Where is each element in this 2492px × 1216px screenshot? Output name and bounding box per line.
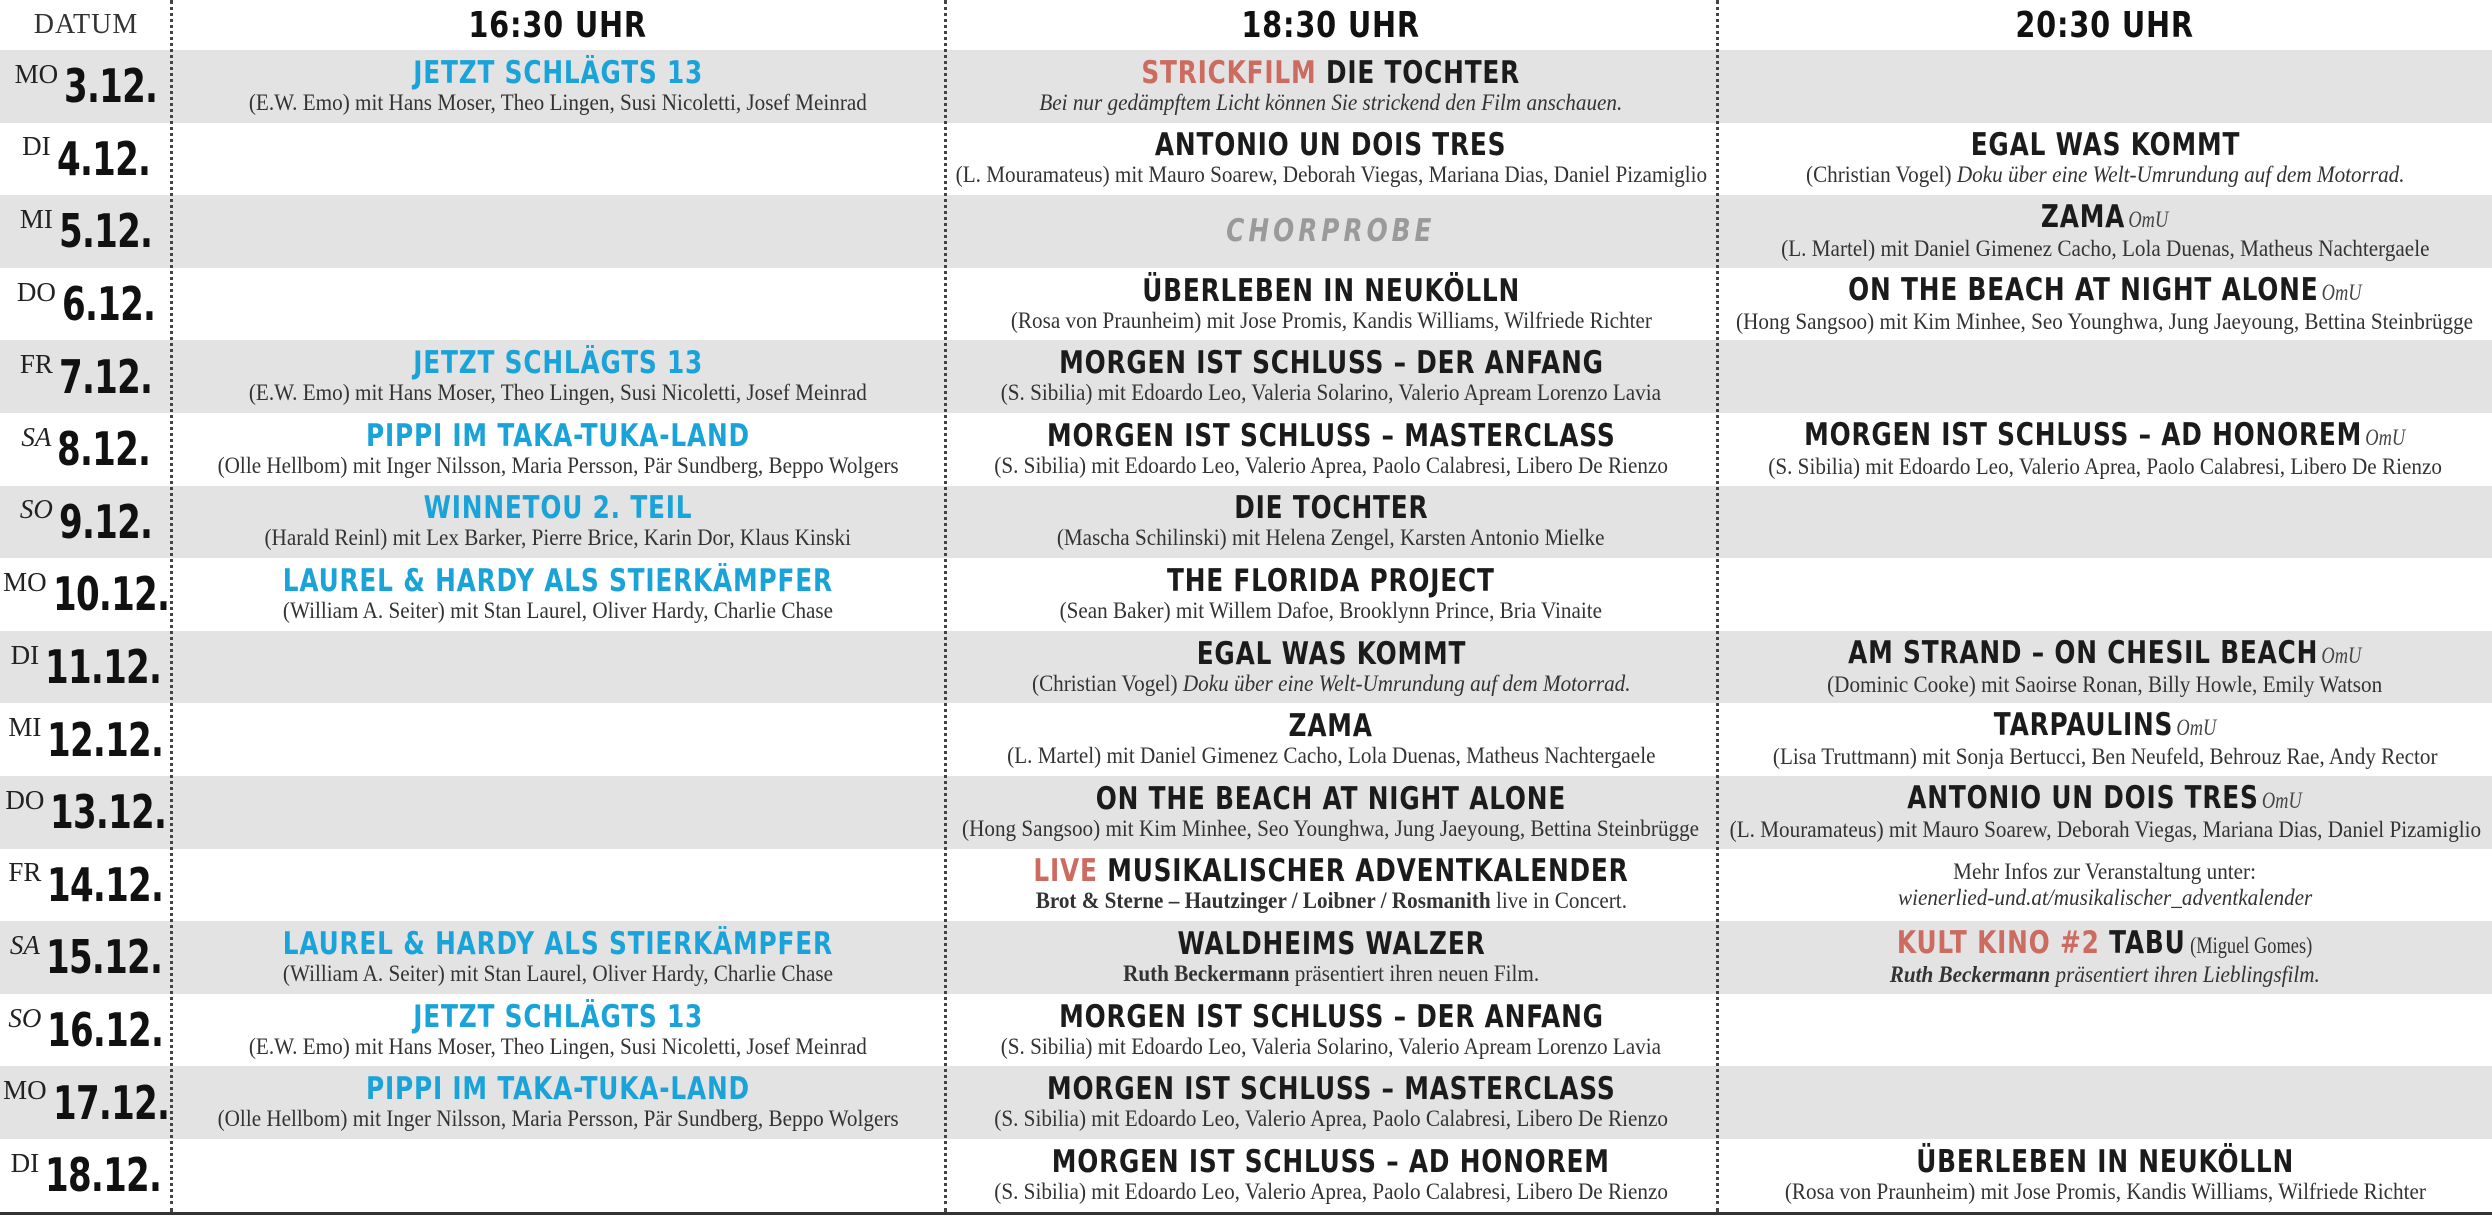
film-credits bbox=[955, 162, 1706, 188]
credits-text: (E.W. Emo) mit Hans Moser, Theo Lingen, Susi Nicoletti, Josef Meinrad bbox=[248, 1033, 867, 1059]
film-title: MORGEN IST SCHLUSS – AD HONOREM bbox=[1804, 416, 2363, 453]
film-title: WINNETOU 2. TEIL bbox=[423, 490, 693, 527]
date-number-wrap bbox=[45, 1148, 161, 1202]
header-time-label: 20:30 UHR bbox=[2015, 4, 2195, 46]
film-title-line bbox=[1142, 272, 1520, 309]
program-cell bbox=[946, 268, 1716, 341]
program-cell bbox=[172, 994, 944, 1067]
film-title: ON THE BEACH AT NIGHT ALONE bbox=[1095, 780, 1567, 817]
program-cell bbox=[1718, 558, 2492, 631]
date-cell bbox=[0, 921, 172, 994]
film-title-line bbox=[1059, 347, 1604, 380]
film-title-line bbox=[1916, 1143, 2294, 1180]
program-cell bbox=[1718, 486, 2492, 559]
film-credits bbox=[1123, 961, 1539, 987]
program-cell bbox=[172, 195, 944, 268]
program-cell bbox=[1718, 776, 2492, 849]
header-time-label: 16:30 UHR bbox=[468, 4, 648, 46]
date-number-wrap bbox=[45, 640, 161, 694]
credits-note: Bei nur gedämpftem Licht können Sie strickend den Film anschauen. bbox=[1039, 89, 1623, 115]
program-cell bbox=[1718, 413, 2492, 486]
date-cell bbox=[0, 1139, 172, 1212]
program-cell bbox=[1718, 921, 2492, 994]
program-cell bbox=[172, 268, 944, 341]
film-credits bbox=[1032, 671, 1631, 697]
date-number-wrap bbox=[57, 132, 150, 186]
film-credits bbox=[249, 380, 867, 406]
table-row bbox=[0, 123, 2492, 196]
weekday-label: DO bbox=[16, 276, 56, 307]
date-cell bbox=[0, 486, 172, 559]
info-link bbox=[1898, 885, 2312, 911]
program-cell bbox=[1718, 268, 2492, 341]
program-cell bbox=[946, 50, 1716, 123]
program-cell bbox=[172, 631, 944, 704]
weekday-label: DI bbox=[22, 131, 51, 162]
column-divider bbox=[1716, 0, 1719, 1212]
film-title: ÜBERLEBEN IN NEUKÖLLN bbox=[1142, 272, 1520, 309]
weekday-label: SO bbox=[8, 1002, 42, 1033]
program-cell bbox=[172, 486, 944, 559]
weekday-label: FR bbox=[19, 349, 53, 380]
program-cell bbox=[946, 1139, 1716, 1212]
credits-text: (E.W. Emo) mit Hans Moser, Theo Lingen, Susi Nicoletti, Josef Meinrad bbox=[248, 89, 867, 115]
program-cell bbox=[1718, 703, 2492, 776]
film-title-line bbox=[1176, 925, 1485, 962]
film-title: ON THE BEACH AT NIGHT ALONE bbox=[1848, 271, 2319, 308]
program-cell bbox=[1718, 849, 2492, 922]
program-cell bbox=[946, 631, 1716, 704]
program-cell bbox=[172, 1139, 944, 1212]
credits-text: (Hong Sangsoo) mit Kim Minhee, Seo Younghwa, Jung Jaeyoung, Bettina Steinbrügge bbox=[1736, 308, 2474, 334]
film-title: PIPPI IM TAKA-TUKA-LAND bbox=[366, 1071, 750, 1108]
film-title-line bbox=[1994, 709, 2216, 744]
table-row bbox=[0, 1066, 2492, 1139]
program-cell bbox=[172, 1066, 944, 1139]
date-cell bbox=[0, 994, 172, 1067]
film-title: LAUREL & HARDY ALS STIERKÄMPFER bbox=[282, 562, 834, 599]
program-cell bbox=[1718, 340, 2492, 413]
table-row bbox=[0, 631, 2492, 704]
program-cell bbox=[172, 703, 944, 776]
credits-text: (Mascha Schilinski) mit Helena Zengel, Karsten Antonio Mielke bbox=[1057, 525, 1605, 551]
date-number-wrap bbox=[46, 930, 162, 984]
program-cell bbox=[946, 123, 1716, 196]
program-cell bbox=[946, 413, 1716, 486]
film-title: DIE TOCHTER bbox=[1233, 490, 1429, 527]
film-credits bbox=[217, 453, 898, 479]
credits-text: (Olle Hellbom) mit Inger Nilsson, Maria Persson, Pär Sundberg, Beppo Wolgers bbox=[217, 1106, 899, 1132]
date-number: 12.12. bbox=[47, 712, 164, 767]
film-credits bbox=[1773, 744, 2438, 770]
program-cell bbox=[946, 486, 1716, 559]
date-number-wrap bbox=[62, 277, 155, 331]
film-credits bbox=[1890, 962, 2320, 988]
credits-text: (L. Mouramateus) mit Mauro Soarew, Deborah Viegas, Mariana Dias, Daniel Pizamiglio bbox=[955, 162, 1707, 188]
film-title-line bbox=[1046, 417, 1616, 454]
film-title-line bbox=[1033, 855, 1628, 888]
program-cell bbox=[946, 340, 1716, 413]
credits-text: (Hong Sangsoo) mit Kim Minhee, Seo Younghwa, Jung Jaeyoung, Bettina Steinbrügge bbox=[962, 815, 1700, 841]
program-cell bbox=[1718, 123, 2492, 196]
film-title: MORGEN IST SCHLUSS – MASTERCLASS bbox=[1046, 417, 1616, 454]
weekday-label: SA bbox=[9, 929, 40, 960]
weekday-label: SO bbox=[19, 494, 53, 525]
omu-label: OmU bbox=[2176, 715, 2217, 741]
credits-text: (Sean Baker) mit Willem Dafoe, Brooklynn Prince, Bria Vinaite bbox=[1059, 597, 1603, 623]
film-title-line bbox=[413, 998, 703, 1035]
film-title-line bbox=[1047, 1073, 1615, 1106]
film-credits bbox=[1057, 525, 1605, 551]
weekday-label: MO bbox=[3, 1075, 47, 1106]
film-title-line bbox=[424, 492, 693, 525]
credits-text: (William A. Seiter) mit Stan Laurel, Oliver Hardy, Charlie Chase bbox=[282, 960, 834, 986]
film-credits bbox=[217, 1106, 898, 1132]
film-credits bbox=[994, 1106, 1668, 1132]
table-row bbox=[0, 413, 2492, 486]
column-divider bbox=[170, 0, 173, 1212]
omu-label: OmU bbox=[2321, 642, 2362, 668]
film-title: THE FLORIDA PROJECT bbox=[1167, 562, 1495, 599]
date-number: 6.12. bbox=[61, 277, 156, 332]
film-title: MORGEN IST SCHLUSS – AD HONOREM bbox=[1052, 1143, 1610, 1180]
table-row bbox=[0, 558, 2492, 631]
program-cell bbox=[946, 921, 1716, 994]
film-credits bbox=[1007, 743, 1655, 769]
film-title-line bbox=[1848, 271, 2362, 309]
program-cell bbox=[946, 994, 1716, 1067]
event-tag: STRICKFILM bbox=[1141, 54, 1317, 91]
program-cell bbox=[172, 340, 944, 413]
program-cell bbox=[1718, 50, 2492, 123]
film-title-line bbox=[1095, 780, 1567, 817]
program-cell bbox=[1718, 631, 2492, 704]
presenter: Ruth Beckermann bbox=[1889, 961, 2051, 987]
weekday-label: DO bbox=[5, 784, 45, 815]
date-number: 10.12. bbox=[52, 567, 169, 622]
film-credits bbox=[283, 598, 833, 624]
film-title-line bbox=[1804, 416, 2406, 454]
weekday-label: DI bbox=[10, 1147, 40, 1178]
film-credits bbox=[1040, 90, 1623, 116]
film-credits bbox=[1060, 598, 1602, 624]
credits-text: (S. Sibilia) mit Edoardo Leo, Valerio Aprea, Paolo Calabresi, Libero De Rienzo bbox=[994, 1178, 1668, 1204]
film-title-line bbox=[413, 54, 703, 91]
film-title-line bbox=[366, 417, 750, 454]
film-credits bbox=[1768, 454, 2442, 480]
film-title: DIE TOCHTER bbox=[1326, 54, 1521, 91]
film-title: EGAL WAS KOMMT bbox=[1970, 127, 2240, 164]
film-title: JETZT SCHLÄGTS 13 bbox=[413, 54, 703, 91]
film-credits bbox=[1781, 236, 2429, 262]
credits-text: (Christian Vogel) bbox=[1031, 670, 1183, 696]
date-number: 9.12. bbox=[58, 494, 153, 549]
film-credits bbox=[1729, 817, 2480, 843]
program-cell bbox=[946, 776, 1716, 849]
event-tag: LIVE bbox=[1033, 853, 1098, 890]
film-title-line bbox=[1155, 129, 1506, 162]
header-date bbox=[0, 0, 172, 50]
date-number: 14.12. bbox=[47, 857, 164, 912]
date-cell bbox=[0, 776, 172, 849]
credits-text: (S. Sibilia) mit Edoardo Leo, Valerio Aprea, Paolo Calabresi, Libero De Rienzo bbox=[1768, 453, 2442, 479]
date-cell bbox=[0, 340, 172, 413]
date-number: 4.12. bbox=[56, 131, 150, 186]
date-cell bbox=[0, 631, 172, 704]
table-row bbox=[0, 849, 2492, 922]
film-title-line bbox=[282, 925, 834, 962]
table-row bbox=[0, 195, 2492, 268]
credits-text: (Christian Vogel) bbox=[1805, 162, 1957, 188]
weekday-label: MO bbox=[14, 58, 59, 89]
header-date-label: DATUM bbox=[33, 9, 139, 40]
film-credits bbox=[1827, 672, 2382, 698]
program-cell bbox=[172, 776, 944, 849]
program-cell bbox=[172, 558, 944, 631]
date-number-wrap bbox=[64, 59, 157, 113]
film-title: MORGEN IST SCHLUSS – DER ANFANG bbox=[1058, 345, 1604, 382]
film-title: MORGEN IST SCHLUSS – DER ANFANG bbox=[1058, 998, 1604, 1035]
film-title-line bbox=[1141, 54, 1521, 91]
table-row bbox=[0, 703, 2492, 776]
film-credits bbox=[1010, 308, 1651, 334]
film-title: TARPAULINS bbox=[1993, 707, 2174, 744]
film-title-line bbox=[1226, 212, 1436, 249]
date-number-wrap bbox=[47, 713, 163, 767]
date-number-wrap bbox=[53, 1076, 169, 1130]
film-credits bbox=[283, 961, 833, 987]
date-cell bbox=[0, 123, 172, 196]
film-title: MUSIKALISCHER ADVENTKALENDER bbox=[1107, 853, 1629, 890]
film-title: MORGEN IST SCHLUSS – MASTERCLASS bbox=[1046, 1071, 1616, 1108]
date-number-wrap bbox=[47, 858, 163, 912]
credits-text: (Rosa von Praunheim) mit Jose Promis, Kandis Williams, Wilfriede Richter bbox=[1784, 1178, 2426, 1204]
credits-text: (S. Sibilia) mit Edoardo Leo, Valerio Aprea, Paolo Calabresi, Libero De Rienzo bbox=[994, 452, 1668, 478]
date-number: 5.12. bbox=[58, 204, 153, 259]
weekday-label: SA bbox=[21, 421, 52, 452]
info-text: Mehr Infos zur Veranstaltung unter: bbox=[1953, 858, 2257, 884]
date-number-wrap bbox=[53, 567, 169, 621]
film-credits bbox=[249, 90, 867, 116]
date-cell bbox=[0, 413, 172, 486]
date-cell bbox=[0, 703, 172, 776]
film-title-line bbox=[1052, 1143, 1610, 1180]
table-row bbox=[0, 486, 2492, 559]
film-credits bbox=[1806, 162, 2405, 188]
film-title: CHORPROBE bbox=[1226, 212, 1436, 249]
film-credits bbox=[1035, 888, 1626, 914]
film-credits bbox=[994, 453, 1668, 479]
film-title: JETZT SCHLÄGTS 13 bbox=[413, 345, 703, 382]
film-title: LAUREL & HARDY ALS STIERKÄMPFER bbox=[282, 925, 834, 962]
film-title-line bbox=[1234, 492, 1428, 525]
credits-text: (E.W. Emo) mit Hans Moser, Theo Lingen, Susi Nicoletti, Josef Meinrad bbox=[248, 380, 867, 406]
date-cell bbox=[0, 558, 172, 631]
header-time-3 bbox=[1718, 0, 2492, 50]
program-cell bbox=[1718, 1139, 2492, 1212]
date-number: 3.12. bbox=[64, 59, 158, 114]
column-divider bbox=[944, 0, 947, 1212]
director-label: (Miguel Gomes) bbox=[2185, 932, 2313, 958]
program-cell bbox=[1718, 1066, 2492, 1139]
program-cell bbox=[172, 413, 944, 486]
credits-note: Doku über eine Welt-Umrundung auf dem Motorrad. bbox=[1956, 162, 2405, 188]
film-title: ÜBERLEBEN IN NEUKÖLLN bbox=[1916, 1143, 2294, 1180]
credits-text: (William A. Seiter) mit Stan Laurel, Oliver Hardy, Charlie Chase bbox=[282, 597, 834, 623]
film-title-line bbox=[1897, 924, 2313, 962]
film-credits bbox=[1001, 380, 1661, 406]
credits-text: live in Concert. bbox=[1490, 888, 1627, 914]
film-title: ANTONIO UN DOIS TRES bbox=[1155, 127, 1507, 164]
film-title-line bbox=[1058, 998, 1604, 1035]
film-title-line bbox=[1167, 562, 1495, 599]
date-cell bbox=[0, 1066, 172, 1139]
weekday-label: DI bbox=[10, 639, 40, 670]
date-cell bbox=[0, 268, 172, 341]
credits-text: (Dominic Cooke) mit Saoirse Ronan, Billy Howle, Emily Watson bbox=[1827, 671, 2383, 697]
omu-label: OmU bbox=[2262, 787, 2303, 813]
credits-text: (L. Martel) mit Daniel Gimenez Cacho, Lola Duenas, Matheus Nachtergaele bbox=[1780, 235, 2430, 261]
credits-text: präsentiert ihren neuen Film. bbox=[1289, 960, 1540, 986]
date-number-wrap bbox=[47, 1003, 163, 1057]
date-number: 11.12. bbox=[45, 640, 162, 695]
film-title-line bbox=[1848, 634, 2362, 672]
film-credits bbox=[1736, 309, 2473, 335]
date-number: 7.12. bbox=[58, 349, 153, 404]
weekday-label: MI bbox=[19, 203, 53, 234]
date-number-wrap bbox=[59, 204, 152, 258]
film-title: WALDHEIMS WALZER bbox=[1176, 925, 1485, 962]
credits-text: (Lisa Truttmann) mit Sonja Bertucci, Ben Neufeld, Behrouz Rae, Andy Rector bbox=[1772, 744, 2438, 770]
date-number: 17.12. bbox=[52, 1075, 169, 1130]
weekday-label: FR bbox=[8, 857, 42, 888]
credits-text: (Harald Reinl) mit Lex Barker, Pierre Brice, Karin Dor, Klaus Kinski bbox=[264, 525, 852, 551]
film-credits bbox=[994, 1179, 1668, 1205]
film-title-line bbox=[1196, 635, 1466, 672]
date-cell bbox=[0, 195, 172, 268]
table-row bbox=[0, 994, 2492, 1067]
film-title: JETZT SCHLÄGTS 13 bbox=[413, 998, 703, 1035]
film-title: ANTONIO UN DOIS TRES bbox=[1907, 779, 2260, 816]
weekday-label: MI bbox=[8, 712, 42, 743]
program-cell bbox=[172, 849, 944, 922]
table-row bbox=[0, 1139, 2492, 1212]
film-title: TABU bbox=[2109, 924, 2186, 961]
film-title: ZAMA bbox=[2041, 198, 2126, 235]
film-title-line bbox=[1907, 779, 2303, 817]
film-title-line bbox=[1970, 129, 2240, 162]
date-number-wrap bbox=[57, 422, 150, 476]
date-number: 16.12. bbox=[47, 1003, 164, 1058]
film-title-line bbox=[366, 1073, 750, 1106]
date-number-wrap bbox=[50, 785, 166, 839]
film-credits bbox=[1784, 1179, 2425, 1205]
credits-text: (S. Sibilia) mit Edoardo Leo, Valeria Solarino, Valerio Apream Lorenzo Lavia bbox=[1000, 1033, 1662, 1059]
date-number: 8.12. bbox=[57, 422, 151, 477]
program-cell bbox=[946, 1066, 1716, 1139]
date-number: 15.12. bbox=[45, 930, 163, 985]
table-row bbox=[0, 50, 2492, 123]
film-title-line bbox=[413, 347, 703, 380]
program-cell bbox=[172, 123, 944, 196]
film-title: PIPPI IM TAKA-TUKA-LAND bbox=[366, 417, 750, 454]
program-cell bbox=[946, 558, 1716, 631]
presenter: Ruth Beckermann bbox=[1122, 960, 1290, 986]
header-time-2 bbox=[946, 0, 1716, 50]
film-title: EGAL WAS KOMMT bbox=[1196, 635, 1466, 672]
weekday-label: MO bbox=[3, 566, 47, 597]
program-cell bbox=[946, 703, 1716, 776]
credits-text: (Rosa von Praunheim) mit Jose Promis, Kandis Williams, Wilfriede Richter bbox=[1010, 307, 1652, 333]
date-number-wrap bbox=[59, 495, 152, 549]
film-title-line bbox=[282, 562, 834, 599]
program-cell bbox=[946, 195, 1716, 268]
date-number: 13.12. bbox=[50, 785, 167, 840]
omu-label: OmU bbox=[2321, 279, 2362, 305]
film-title: ZAMA bbox=[1288, 708, 1374, 745]
credits-note: Doku über eine Welt-Umrundung auf dem Motorrad. bbox=[1182, 670, 1631, 696]
info-url: wienerlied-und.at/musikalischer_adventkalender bbox=[1897, 884, 2313, 910]
program-cell bbox=[172, 50, 944, 123]
omu-label: OmU bbox=[2128, 206, 2169, 232]
event-tag: KULT KINO #2 bbox=[1897, 924, 2101, 961]
credits-text: (Olle Hellbom) mit Inger Nilsson, Maria Persson, Pär Sundberg, Beppo Wolgers bbox=[217, 452, 899, 478]
date-number: 18.12. bbox=[45, 1148, 162, 1203]
program-cell bbox=[172, 921, 944, 994]
program-cell bbox=[1718, 994, 2492, 1067]
header-time-1 bbox=[172, 0, 944, 50]
presenter: Brot & Sterne – Hautzinger / Loibner / Rosmanith bbox=[1035, 888, 1491, 914]
credits-text: (S. Sibilia) mit Edoardo Leo, Valerio Aprea, Paolo Calabresi, Libero De Rienzo bbox=[994, 1106, 1668, 1132]
table-row bbox=[0, 268, 2492, 341]
date-number-wrap bbox=[59, 350, 152, 404]
credits-text: (L. Martel) mit Daniel Gimenez Cacho, Lola Duenas, Matheus Nachtergaele bbox=[1006, 743, 1656, 769]
film-credits bbox=[249, 1034, 867, 1060]
film-credits bbox=[1001, 1034, 1661, 1060]
film-title: AM STRAND – ON CHESIL BEACH bbox=[1848, 634, 2319, 671]
bottom-rule bbox=[0, 1212, 2492, 1215]
program-cell bbox=[1718, 195, 2492, 268]
table-row bbox=[0, 921, 2492, 994]
film-credits bbox=[265, 525, 852, 551]
film-title-line bbox=[2041, 198, 2169, 236]
table-row bbox=[0, 340, 2492, 413]
omu-label: OmU bbox=[2365, 424, 2406, 450]
program-cell bbox=[946, 849, 1716, 922]
date-cell bbox=[0, 849, 172, 922]
credits-note: präsentiert ihren Lieblingsfilm. bbox=[2050, 961, 2321, 987]
date-cell bbox=[0, 50, 172, 123]
film-title-line bbox=[1289, 710, 1373, 743]
credits-text: (L. Mouramateus) mit Mauro Soarew, Deborah Viegas, Mariana Dias, Daniel Pizamiglio bbox=[1729, 816, 2481, 842]
credits-text: (S. Sibilia) mit Edoardo Leo, Valeria Solarino, Valerio Apream Lorenzo Lavia bbox=[1000, 380, 1662, 406]
film-credits bbox=[962, 816, 1699, 842]
header-time-label: 18:30 UHR bbox=[1241, 4, 1421, 46]
table-row bbox=[0, 776, 2492, 849]
